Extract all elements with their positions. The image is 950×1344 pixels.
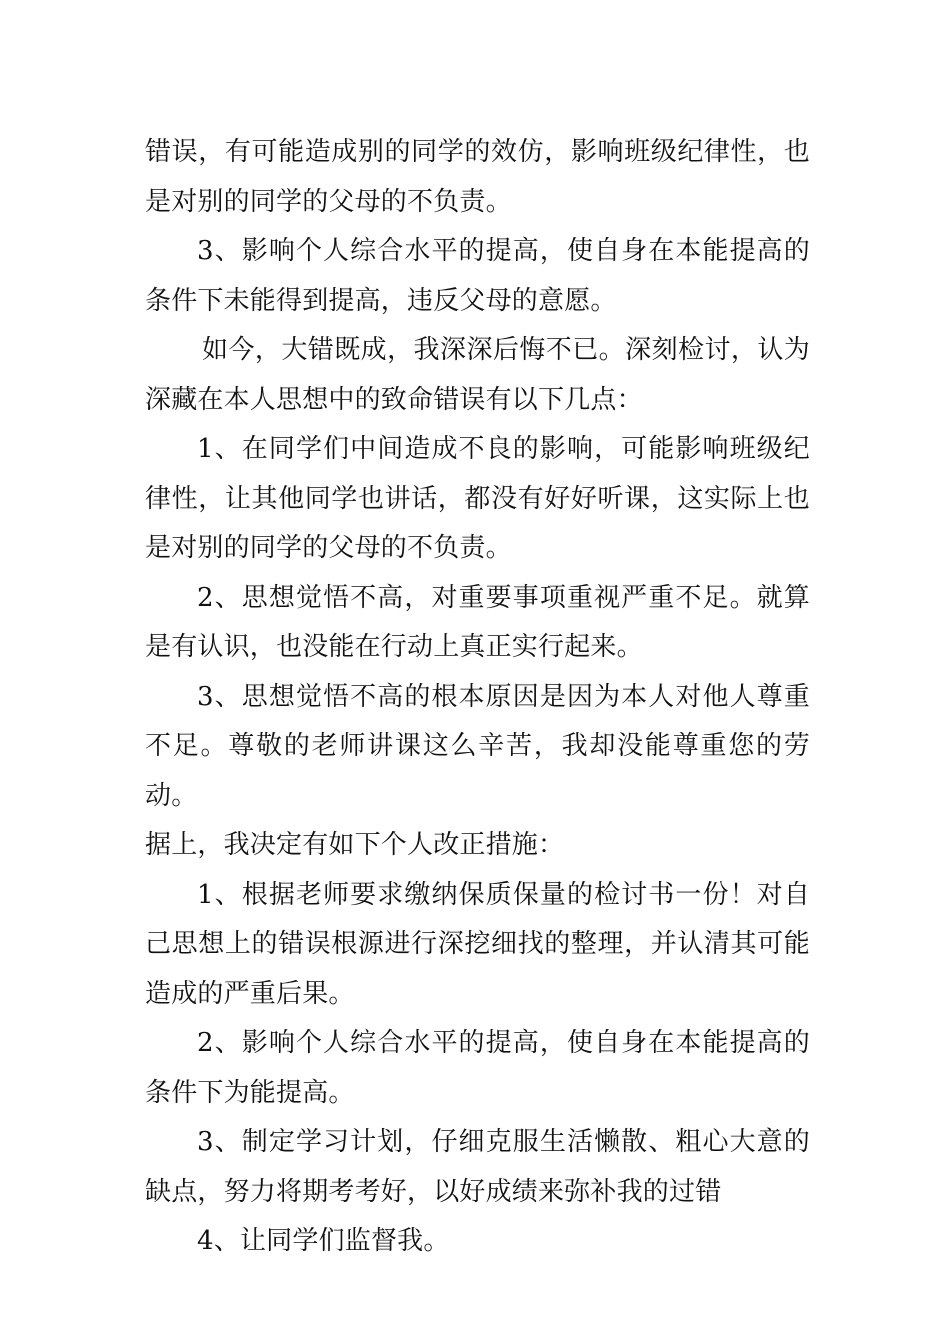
- paragraph-measure-3: 3、制定学习计划，仔细克服生活懒散、粗心大意的缺点，努力将期考考好，以好成绩来弥补我的过错: [145, 1127, 810, 1207]
- paragraph-measures-intro: 据上，我决定有如下个人改正措施：: [145, 830, 565, 860]
- paragraph-point-3-impact: 3、影响个人综合水平的提高，使自身在本能提高的条件下未能得到提高，违反父母的意愿。: [145, 236, 810, 316]
- paragraph-error-2: 2、思想觉悟不高，对重要事项重视严重不足。就算是有认识，也没能在行动上真正实行起来。: [145, 582, 810, 662]
- paragraph-measure-1: 1、根据老师要求缴纳保质保量的检讨书一份！对自己思想上的错误根源进行深挖细找的整理，并认清其可能造成的严重后果。: [145, 879, 810, 1009]
- paragraph-measure-4: 4、让同学们监督我。: [197, 1226, 450, 1256]
- paragraph-reflection-intro: 如今，大错既成，我深深后悔不已。深刻检讨，认为深藏在本人思想中的致命错误有以下几点：: [145, 335, 810, 415]
- paragraph-continuation: 错误，有可能造成别的同学的效仿，影响班级纪律性，也是对别的同学的父母的不负责。: [145, 137, 810, 217]
- paragraph-error-3: 3、思想觉悟不高的根本原因是因为本人对他人尊重不足。尊敬的老师讲课这么辛苦，我却没能尊重您的劳动。: [145, 681, 810, 811]
- document-body: [145, 128, 810, 1267]
- paragraph-error-1: 1、在同学们中间造成不良的影响，可能影响班级纪律性，让其他同学也讲话，都没有好好听课，这实际上也是对别的同学的父母的不负责。: [145, 434, 810, 563]
- paragraph-measure-2: 2、影响个人综合水平的提高，使自身在本能提高的条件下为能提高。: [145, 1028, 810, 1108]
